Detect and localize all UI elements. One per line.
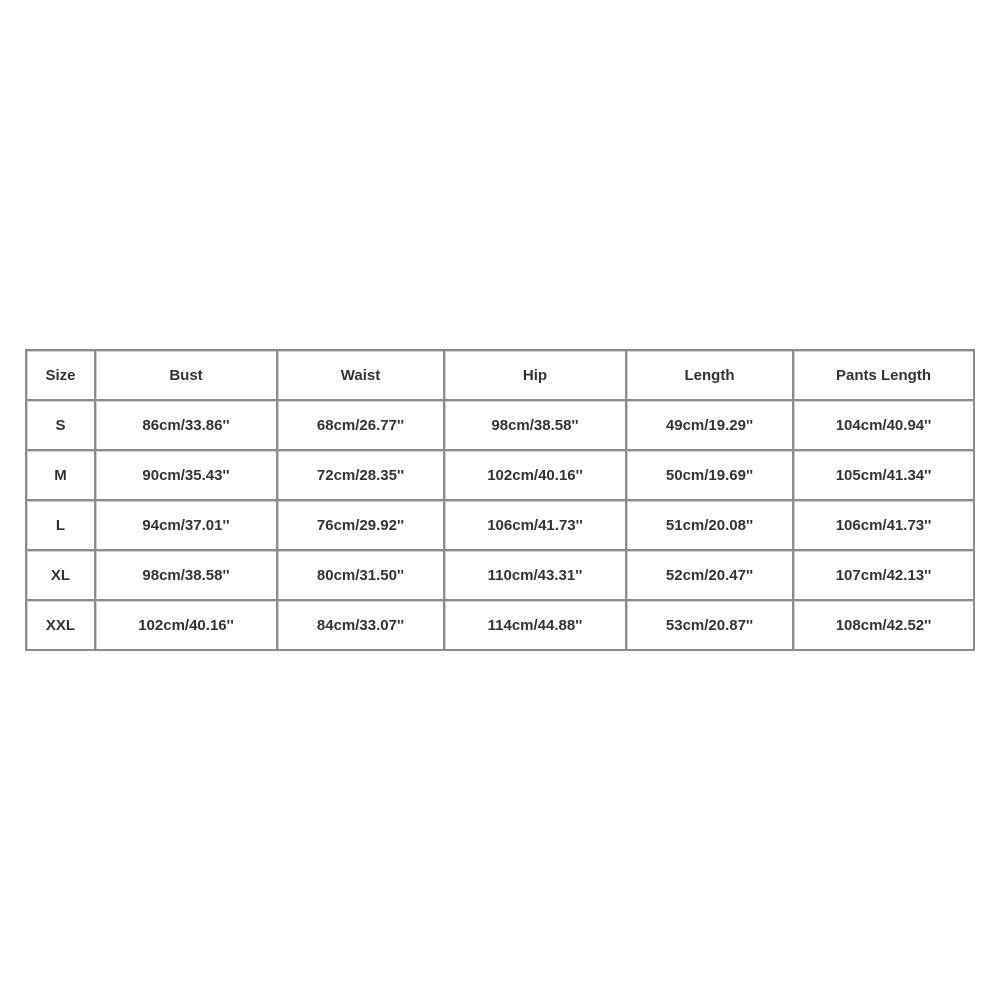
header-bust: Bust (96, 351, 278, 401)
cell-pants-length: 106cm/41.73'' (794, 501, 975, 551)
size-chart-table (25, 349, 975, 651)
cell-hip: 102cm/40.16'' (445, 451, 627, 501)
table-row (27, 551, 975, 601)
cell-waist: 84cm/33.07'' (278, 601, 445, 651)
header-waist: Waist (278, 351, 445, 401)
header-row (27, 351, 975, 401)
cell-bust: 94cm/37.01'' (96, 501, 278, 551)
header-length: Length (627, 351, 794, 401)
cell-waist: 72cm/28.35'' (278, 451, 445, 501)
cell-waist: 80cm/31.50'' (278, 551, 445, 601)
cell-size: XXL (27, 601, 96, 651)
cell-bust: 102cm/40.16'' (96, 601, 278, 651)
header-hip: Hip (445, 351, 627, 401)
table-row (27, 401, 975, 451)
cell-length: 53cm/20.87'' (627, 601, 794, 651)
cell-hip: 114cm/44.88'' (445, 601, 627, 651)
table-row (27, 501, 975, 551)
cell-bust: 90cm/35.43'' (96, 451, 278, 501)
cell-bust: 86cm/33.86'' (96, 401, 278, 451)
cell-size: S (27, 401, 96, 451)
cell-waist: 68cm/26.77'' (278, 401, 445, 451)
cell-pants-length: 108cm/42.52'' (794, 601, 975, 651)
cell-pants-length: 104cm/40.94'' (794, 401, 975, 451)
cell-size: M (27, 451, 96, 501)
cell-hip: 106cm/41.73'' (445, 501, 627, 551)
cell-waist: 76cm/29.92'' (278, 501, 445, 551)
cell-pants-length: 105cm/41.34'' (794, 451, 975, 501)
header-size: Size (27, 351, 96, 401)
cell-length: 51cm/20.08'' (627, 501, 794, 551)
header-pants-length: Pants Length (794, 351, 975, 401)
cell-size: L (27, 501, 96, 551)
cell-length: 52cm/20.47'' (627, 551, 794, 601)
table-row (27, 601, 975, 651)
cell-bust: 98cm/38.58'' (96, 551, 278, 601)
cell-size: XL (27, 551, 96, 601)
cell-hip: 110cm/43.31'' (445, 551, 627, 601)
cell-length: 50cm/19.69'' (627, 451, 794, 501)
cell-length: 49cm/19.29'' (627, 401, 794, 451)
cell-pants-length: 107cm/42.13'' (794, 551, 975, 601)
table-row (27, 451, 975, 501)
cell-hip: 98cm/38.58'' (445, 401, 627, 451)
